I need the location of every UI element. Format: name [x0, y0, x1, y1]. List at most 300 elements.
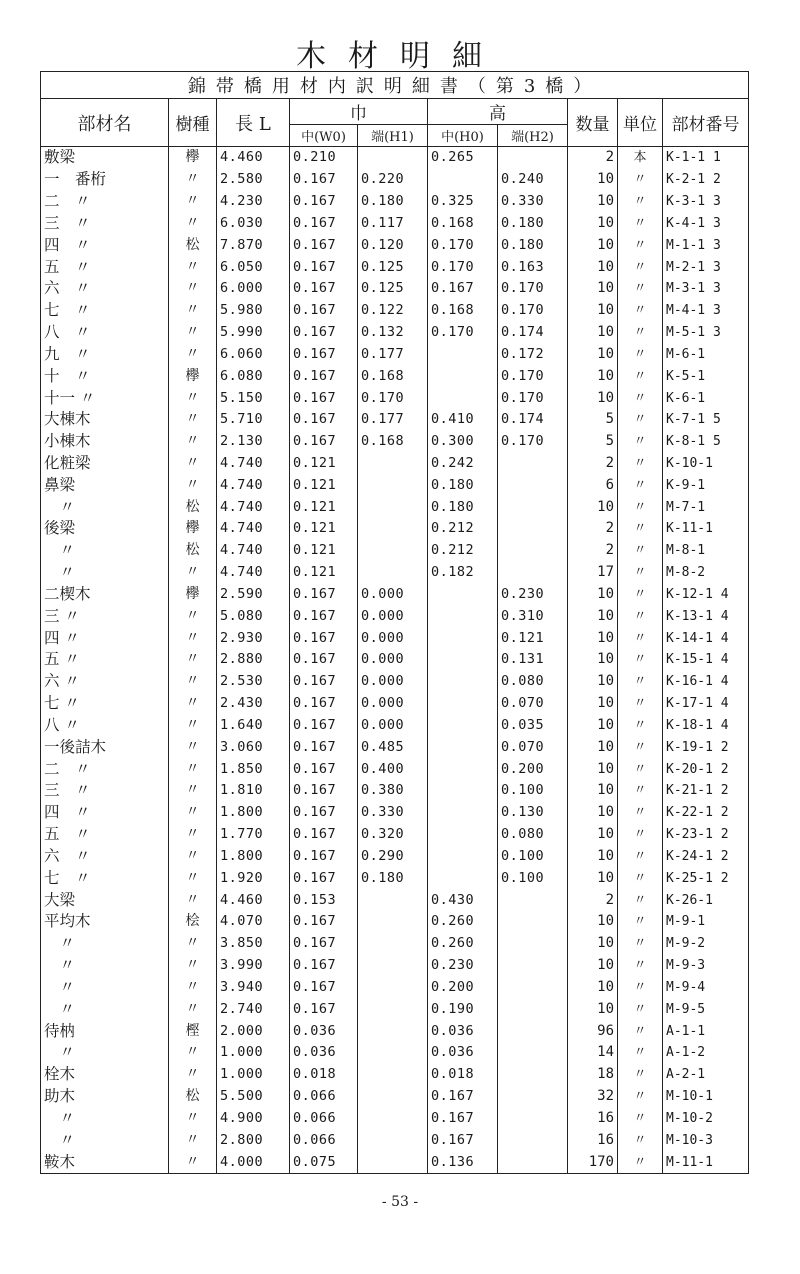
table-row: [41, 256, 749, 278]
table-row: [41, 1042, 749, 1064]
cell-quantity: 10: [568, 955, 618, 977]
cell-width-center: 0.210: [290, 147, 358, 169]
cell-height-end: 0.230: [498, 584, 568, 606]
cell-length: 1.770: [217, 824, 290, 846]
cell-species: 欅: [169, 584, 217, 606]
cell-width-end: 0.132: [358, 322, 428, 344]
cell-width-center: 0.167: [290, 824, 358, 846]
cell-length: 4.740: [217, 496, 290, 518]
cell-height-center: [428, 693, 498, 715]
table-row: [41, 343, 749, 365]
cell-width-center: 0.018: [290, 1064, 358, 1086]
cell-unit: 〃: [618, 649, 663, 671]
cell-species: 〃: [169, 693, 217, 715]
cell-species: 〃: [169, 758, 217, 780]
cell-part-name: 五 〃: [41, 649, 169, 671]
cell-height-center: 0.136: [428, 1151, 498, 1173]
cell-width-center: 0.066: [290, 1086, 358, 1108]
cell-width-end: [358, 562, 428, 584]
cell-height-center: [428, 649, 498, 671]
cell-length: 2.130: [217, 431, 290, 453]
cell-unit: 〃: [618, 496, 663, 518]
cell-part-number: K-18-1 4: [663, 715, 749, 737]
cell-width-center: 0.167: [290, 976, 358, 998]
cell-part-number: K-9-1: [663, 474, 749, 496]
cell-unit: 〃: [618, 540, 663, 562]
cell-unit: 〃: [618, 1020, 663, 1042]
cell-part-name: 三 〃: [41, 780, 169, 802]
table-row: [41, 715, 749, 737]
cell-length: 2.590: [217, 584, 290, 606]
cell-length: 7.870: [217, 234, 290, 256]
cell-part-number: M-10-3: [663, 1129, 749, 1151]
table-row: [41, 300, 749, 322]
cell-part-name: 後梁: [41, 518, 169, 540]
cell-height-end: [498, 911, 568, 933]
cell-part-number: A-1-1: [663, 1020, 749, 1042]
table-row: [41, 627, 749, 649]
cell-height-center: 0.260: [428, 911, 498, 933]
cell-width-end: 0.000: [358, 605, 428, 627]
cell-width-end: [358, 911, 428, 933]
cell-height-center: [428, 780, 498, 802]
cell-species: 〃: [169, 998, 217, 1020]
cell-quantity: 10: [568, 715, 618, 737]
cell-height-center: 0.018: [428, 1064, 498, 1086]
cell-length: 4.740: [217, 453, 290, 475]
cell-length: 1.850: [217, 758, 290, 780]
cell-length: 2.740: [217, 998, 290, 1020]
cell-part-number: K-26-1: [663, 889, 749, 911]
cell-part-number: K-1-1 1: [663, 147, 749, 169]
cell-width-center: 0.167: [290, 649, 358, 671]
cell-height-end: 0.174: [498, 409, 568, 431]
cell-height-center: [428, 867, 498, 889]
table-caption: 錦帯橋用材内訳明細書（第3橋）: [41, 72, 749, 99]
cell-height-end: 0.170: [498, 365, 568, 387]
cell-length: 1.920: [217, 867, 290, 889]
cell-part-number: K-6-1: [663, 387, 749, 409]
cell-width-center: 0.121: [290, 562, 358, 584]
cell-part-name: 六 〃: [41, 671, 169, 693]
cell-height-center: [428, 824, 498, 846]
cell-height-center: [428, 387, 498, 409]
cell-width-end: 0.117: [358, 212, 428, 234]
cell-part-name: 〃: [41, 976, 169, 998]
cell-part-name: 鞍木: [41, 1151, 169, 1173]
cell-length: 2.880: [217, 649, 290, 671]
cell-width-end: [358, 474, 428, 496]
cell-width-end: [358, 889, 428, 911]
cell-quantity: 5: [568, 409, 618, 431]
cell-height-end: [498, 474, 568, 496]
table-row: [41, 1086, 749, 1108]
table-row: [41, 278, 749, 300]
cell-height-end: 0.070: [498, 693, 568, 715]
cell-part-number: A-1-2: [663, 1042, 749, 1064]
cell-width-center: 0.066: [290, 1107, 358, 1129]
cell-height-center: 0.230: [428, 955, 498, 977]
cell-part-name: 五 〃: [41, 256, 169, 278]
cell-width-center: 0.167: [290, 212, 358, 234]
cell-height-center: 0.242: [428, 453, 498, 475]
cell-height-center: 0.182: [428, 562, 498, 584]
cell-quantity: 10: [568, 343, 618, 365]
table-row: [41, 387, 749, 409]
cell-width-end: 0.168: [358, 431, 428, 453]
cell-width-end: 0.000: [358, 649, 428, 671]
cell-width-center: 0.036: [290, 1042, 358, 1064]
cell-width-end: 0.170: [358, 387, 428, 409]
cell-unit: 〃: [618, 715, 663, 737]
cell-quantity: 10: [568, 300, 618, 322]
cell-length: 5.150: [217, 387, 290, 409]
cell-part-number: K-10-1: [663, 453, 749, 475]
cell-part-name: 一 番桁: [41, 169, 169, 191]
cell-height-end: 0.100: [498, 846, 568, 868]
cell-part-number: M-8-2: [663, 562, 749, 584]
cell-height-center: 0.167: [428, 1086, 498, 1108]
cell-quantity: 10: [568, 867, 618, 889]
cell-width-center: 0.167: [290, 758, 358, 780]
cell-quantity: 10: [568, 933, 618, 955]
cell-species: 〃: [169, 627, 217, 649]
cell-species: 〃: [169, 1107, 217, 1129]
cell-species: 〃: [169, 1042, 217, 1064]
cell-unit: 〃: [618, 256, 663, 278]
cell-length: 4.740: [217, 540, 290, 562]
cell-species: 〃: [169, 562, 217, 584]
cell-part-name: 一後詰木: [41, 736, 169, 758]
cell-part-number: K-14-1 4: [663, 627, 749, 649]
cell-height-end: [498, 976, 568, 998]
cell-unit: 〃: [618, 343, 663, 365]
cell-species: 〃: [169, 824, 217, 846]
cell-quantity: 10: [568, 824, 618, 846]
cell-part-name: 三 〃: [41, 605, 169, 627]
cell-length: 4.000: [217, 1151, 290, 1173]
cell-quantity: 10: [568, 387, 618, 409]
cell-height-center: 0.168: [428, 300, 498, 322]
cell-length: 3.990: [217, 955, 290, 977]
cell-width-center: 0.121: [290, 453, 358, 475]
cell-height-center: 0.036: [428, 1020, 498, 1042]
cell-height-center: 0.170: [428, 322, 498, 344]
cell-species: 〃: [169, 278, 217, 300]
cell-part-number: M-8-1: [663, 540, 749, 562]
cell-width-end: 0.220: [358, 169, 428, 191]
cell-quantity: 2: [568, 889, 618, 911]
cell-quantity: 10: [568, 846, 618, 868]
cell-species: 〃: [169, 955, 217, 977]
cell-width-end: [358, 1020, 428, 1042]
cell-unit: 〃: [618, 1129, 663, 1151]
header-height: 高: [428, 99, 568, 125]
cell-part-name: 〃: [41, 1042, 169, 1064]
cell-species: 〃: [169, 671, 217, 693]
cell-species: 〃: [169, 300, 217, 322]
cell-height-center: 0.180: [428, 496, 498, 518]
cell-part-name: 〃: [41, 1129, 169, 1151]
table-row: [41, 846, 749, 868]
page-number: - 53 -: [381, 1194, 419, 1210]
table-row: [41, 955, 749, 977]
cell-unit: 〃: [618, 693, 663, 715]
cell-part-number: M-6-1: [663, 343, 749, 365]
cell-unit: 〃: [618, 584, 663, 606]
cell-part-number: K-8-1 5: [663, 431, 749, 453]
cell-width-end: [358, 1129, 428, 1151]
cell-unit: 〃: [618, 627, 663, 649]
cell-species: 欅: [169, 518, 217, 540]
cell-width-center: 0.167: [290, 343, 358, 365]
cell-quantity: 10: [568, 802, 618, 824]
cell-part-number: M-9-1: [663, 911, 749, 933]
cell-width-end: [358, 496, 428, 518]
cell-part-number: K-23-1 2: [663, 824, 749, 846]
cell-unit: 〃: [618, 846, 663, 868]
table-row: [41, 540, 749, 562]
cell-part-name: 二 〃: [41, 191, 169, 213]
cell-species: 〃: [169, 212, 217, 234]
table-row: [41, 889, 749, 911]
cell-length: 3.060: [217, 736, 290, 758]
table-row: [41, 212, 749, 234]
cell-height-end: 0.163: [498, 256, 568, 278]
cell-height-end: 0.172: [498, 343, 568, 365]
cell-height-end: 0.121: [498, 627, 568, 649]
cell-quantity: 10: [568, 998, 618, 1020]
cell-width-end: 0.380: [358, 780, 428, 802]
cell-width-center: 0.167: [290, 169, 358, 191]
header-part-name: 部材名: [41, 99, 169, 147]
cell-part-name: 七 〃: [41, 867, 169, 889]
cell-part-name: 〃: [41, 1107, 169, 1129]
cell-quantity: 170: [568, 1151, 618, 1173]
cell-quantity: 10: [568, 976, 618, 998]
cell-width-end: 0.177: [358, 409, 428, 431]
cell-species: 〃: [169, 474, 217, 496]
cell-part-name: 鼻梁: [41, 474, 169, 496]
cell-quantity: 16: [568, 1129, 618, 1151]
cell-width-end: [358, 453, 428, 475]
cell-part-name: 十一 〃: [41, 387, 169, 409]
cell-part-number: M-5-1 3: [663, 322, 749, 344]
cell-part-name: 八 〃: [41, 322, 169, 344]
cell-part-name: 六 〃: [41, 278, 169, 300]
cell-height-end: 0.170: [498, 387, 568, 409]
cell-part-number: K-16-1 4: [663, 671, 749, 693]
cell-quantity: 32: [568, 1086, 618, 1108]
cell-part-name: 〃: [41, 998, 169, 1020]
cell-width-center: 0.167: [290, 605, 358, 627]
table-row: [41, 911, 749, 933]
cell-width-end: 0.320: [358, 824, 428, 846]
cell-length: 5.980: [217, 300, 290, 322]
cell-quantity: 10: [568, 212, 618, 234]
cell-height-end: 0.310: [498, 605, 568, 627]
cell-quantity: 10: [568, 169, 618, 191]
cell-height-center: [428, 846, 498, 868]
cell-width-center: 0.066: [290, 1129, 358, 1151]
cell-height-end: 0.170: [498, 300, 568, 322]
cell-height-end: 0.130: [498, 802, 568, 824]
cell-length: 5.500: [217, 1086, 290, 1108]
table-row: [41, 1064, 749, 1086]
cell-part-number: M-9-2: [663, 933, 749, 955]
cell-length: 6.050: [217, 256, 290, 278]
cell-unit: 〃: [618, 605, 663, 627]
cell-height-center: 0.300: [428, 431, 498, 453]
cell-unit: 〃: [618, 889, 663, 911]
cell-length: 1.000: [217, 1042, 290, 1064]
cell-part-name: 平均木: [41, 911, 169, 933]
cell-width-center: 0.167: [290, 409, 358, 431]
cell-unit: 〃: [618, 191, 663, 213]
cell-width-end: 0.125: [358, 256, 428, 278]
cell-length: 2.930: [217, 627, 290, 649]
cell-height-end: 0.174: [498, 322, 568, 344]
cell-species: 〃: [169, 715, 217, 737]
cell-width-center: 0.121: [290, 540, 358, 562]
cell-part-number: K-3-1 3: [663, 191, 749, 213]
cell-part-number: K-17-1 4: [663, 693, 749, 715]
cell-width-end: 0.485: [358, 736, 428, 758]
cell-part-name: 八 〃: [41, 715, 169, 737]
cell-width-center: 0.167: [290, 671, 358, 693]
table-row: [41, 605, 749, 627]
cell-length: 4.230: [217, 191, 290, 213]
cell-width-center: 0.036: [290, 1020, 358, 1042]
cell-species: 〃: [169, 1129, 217, 1151]
cell-quantity: 10: [568, 278, 618, 300]
cell-part-number: K-15-1 4: [663, 649, 749, 671]
cell-quantity: 10: [568, 736, 618, 758]
cell-height-center: 0.180: [428, 474, 498, 496]
cell-species: 〃: [169, 431, 217, 453]
cell-height-center: [428, 627, 498, 649]
cell-width-end: [358, 976, 428, 998]
table-row: [41, 649, 749, 671]
header-unit: 単位: [618, 99, 663, 147]
header-width: 巾: [290, 99, 428, 125]
cell-part-number: M-2-1 3: [663, 256, 749, 278]
cell-unit: 〃: [618, 1107, 663, 1129]
cell-height-end: [498, 1020, 568, 1042]
cell-unit: 〃: [618, 824, 663, 846]
cell-species: 〃: [169, 933, 217, 955]
cell-quantity: 2: [568, 453, 618, 475]
cell-part-number: M-10-1: [663, 1086, 749, 1108]
cell-width-center: 0.167: [290, 300, 358, 322]
table-row: [41, 933, 749, 955]
header-part-number: 部材番号: [663, 99, 749, 147]
cell-length: 4.740: [217, 474, 290, 496]
cell-part-name: 大梁: [41, 889, 169, 911]
cell-unit: 〃: [618, 474, 663, 496]
header-width-center: 中(W0): [290, 125, 358, 147]
cell-height-end: 0.330: [498, 191, 568, 213]
cell-height-end: [498, 1086, 568, 1108]
cell-length: 3.940: [217, 976, 290, 998]
cell-length: 2.430: [217, 693, 290, 715]
cell-width-end: 0.120: [358, 234, 428, 256]
cell-unit: 〃: [618, 736, 663, 758]
cell-length: 6.030: [217, 212, 290, 234]
cell-species: 桧: [169, 911, 217, 933]
cell-part-name: 〃: [41, 496, 169, 518]
table-row: [41, 736, 749, 758]
cell-part-number: M-3-1 3: [663, 278, 749, 300]
cell-length: 6.080: [217, 365, 290, 387]
cell-height-end: [498, 496, 568, 518]
cell-width-center: 0.167: [290, 256, 358, 278]
cell-width-end: [358, 998, 428, 1020]
cell-height-center: 0.260: [428, 933, 498, 955]
cell-width-end: [358, 1042, 428, 1064]
cell-width-center: 0.167: [290, 322, 358, 344]
cell-height-end: 0.180: [498, 234, 568, 256]
cell-width-center: 0.167: [290, 998, 358, 1020]
cell-width-center: 0.167: [290, 736, 358, 758]
table-row: [41, 191, 749, 213]
cell-unit: 〃: [618, 955, 663, 977]
cell-quantity: 10: [568, 780, 618, 802]
cell-width-end: 0.000: [358, 671, 428, 693]
cell-length: 6.000: [217, 278, 290, 300]
table-row: [41, 780, 749, 802]
cell-part-name: 三 〃: [41, 212, 169, 234]
cell-width-end: 0.122: [358, 300, 428, 322]
cell-width-center: 0.075: [290, 1151, 358, 1173]
cell-unit: 〃: [618, 212, 663, 234]
cell-part-number: A-2-1: [663, 1064, 749, 1086]
cell-part-name: 大棟木: [41, 409, 169, 431]
cell-quantity: 10: [568, 584, 618, 606]
cell-width-end: [358, 1086, 428, 1108]
cell-part-number: M-10-2: [663, 1107, 749, 1129]
table-row: [41, 562, 749, 584]
cell-quantity: 18: [568, 1064, 618, 1086]
header-width-end: 端(H1): [358, 125, 428, 147]
cell-height-center: [428, 736, 498, 758]
cell-part-number: M-9-3: [663, 955, 749, 977]
table-row: [41, 1151, 749, 1173]
cell-height-center: [428, 671, 498, 693]
cell-width-center: 0.167: [290, 191, 358, 213]
cell-species: 〃: [169, 409, 217, 431]
cell-unit: 〃: [618, 365, 663, 387]
cell-length: 4.460: [217, 147, 290, 169]
cell-species: 〃: [169, 867, 217, 889]
cell-part-number: K-19-1 2: [663, 736, 749, 758]
table-row: [41, 496, 749, 518]
cell-species: 〃: [169, 387, 217, 409]
cell-quantity: 14: [568, 1042, 618, 1064]
cell-height-center: [428, 802, 498, 824]
cell-part-name: 七 〃: [41, 300, 169, 322]
cell-species: 〃: [169, 649, 217, 671]
cell-species: 〃: [169, 1064, 217, 1086]
cell-height-end: [498, 933, 568, 955]
cell-height-center: 0.325: [428, 191, 498, 213]
cell-width-center: 0.167: [290, 715, 358, 737]
cell-part-name: 四 〃: [41, 234, 169, 256]
cell-species: 〃: [169, 802, 217, 824]
cell-part-number: K-24-1 2: [663, 846, 749, 868]
cell-height-end: [498, 1151, 568, 1173]
cell-species: 〃: [169, 780, 217, 802]
